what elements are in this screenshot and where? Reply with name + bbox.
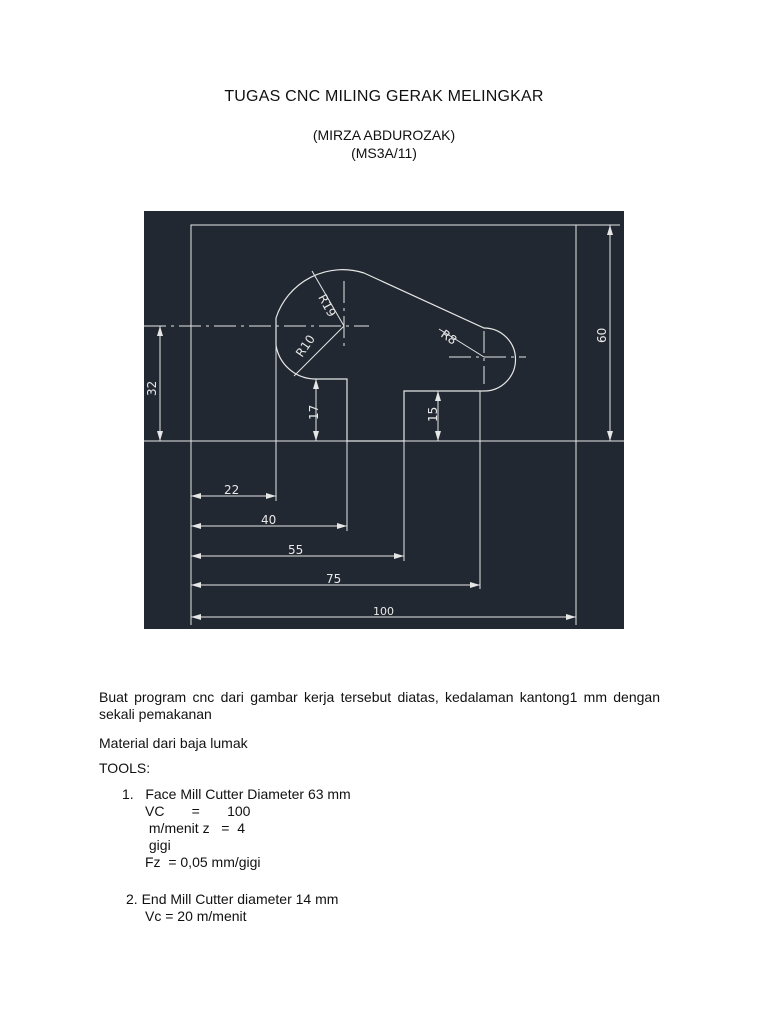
dim-label-100: 100 bbox=[373, 605, 394, 618]
dim-label-40: 40 bbox=[261, 513, 277, 527]
center-lines bbox=[144, 281, 526, 384]
material-text: Material dari baja lumak bbox=[99, 735, 248, 751]
dim-label-32: 32 bbox=[145, 380, 159, 396]
tool-1-title: 1. Face Mill Cutter Diameter 63 mm bbox=[122, 786, 351, 802]
dim-label-22: 22 bbox=[224, 483, 240, 497]
class-code: (MS3A/11) bbox=[351, 145, 417, 161]
dim-label-r10: R10 bbox=[292, 332, 318, 360]
tool-1-unit-z: m/menit z = 4 bbox=[145, 820, 245, 836]
tool-1-gigi: gigi bbox=[145, 837, 171, 853]
dim-label-15: 15 bbox=[426, 406, 440, 422]
cad-drawing-svg bbox=[144, 211, 624, 629]
dim-label-75: 75 bbox=[326, 572, 342, 586]
tool-2-title: 2. End Mill Cutter diameter 14 mm bbox=[126, 891, 339, 907]
dimension-arrows bbox=[157, 225, 613, 620]
dim-label-55: 55 bbox=[288, 543, 304, 557]
author-name: (MIRZA ABDUROZAK) bbox=[312, 127, 456, 143]
dim-label-r8: R8 bbox=[438, 326, 460, 348]
dim-label-r19: R19 bbox=[315, 291, 339, 320]
dim-label-60: 60 bbox=[595, 327, 609, 343]
dim-label-17: 17 bbox=[307, 404, 321, 420]
stock-outline bbox=[191, 225, 576, 441]
tool-2-vc: Vc = 20 m/menit bbox=[145, 908, 247, 924]
tool-1-fz: Fz = 0,05 mm/gigi bbox=[145, 854, 261, 870]
page-title: TUGAS CNC MILING GERAK MELINGKAR bbox=[224, 88, 544, 105]
cad-drawing bbox=[144, 211, 624, 629]
instruction-paragraph: Buat program cnc dari gambar kerja tersebut diatas, kedalaman kantong1 mm dengan sekali pemakanan bbox=[99, 689, 660, 722]
tools-heading: TOOLS: bbox=[99, 760, 151, 776]
tool-1-vc: VC = 100 bbox=[145, 803, 251, 819]
